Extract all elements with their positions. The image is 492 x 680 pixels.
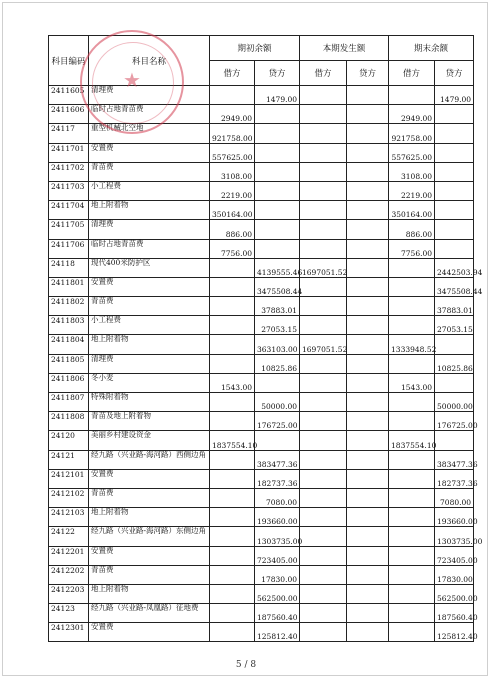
page-number: 5 / 8 <box>235 660 257 670</box>
cell-current-debit <box>300 488 347 507</box>
cell-account-name: 地上附着物 <box>89 508 210 527</box>
cell-account-name: 青苗费 <box>89 565 210 584</box>
cell-opening-credit: 4139555.46 <box>255 258 300 277</box>
cell-opening-credit: 1479.00 <box>255 86 300 105</box>
cell-opening-debit <box>210 508 255 527</box>
cell-opening-debit <box>210 297 255 316</box>
cell-account-code: 2411805 <box>49 354 89 373</box>
cell-current-debit <box>300 469 347 488</box>
cell-closing-debit: 557625.00 <box>389 143 435 162</box>
cell-closing-credit: 723405.00 <box>435 546 474 565</box>
cell-closing-debit <box>389 469 435 488</box>
table-row <box>49 297 474 316</box>
cell-current-debit <box>300 239 347 258</box>
cell-closing-debit <box>389 450 435 469</box>
cell-account-code: 2411706 <box>49 239 89 258</box>
cell-current-credit <box>347 220 389 239</box>
table-row <box>49 508 474 527</box>
cell-opening-debit: 2219.00 <box>210 181 255 200</box>
cell-current-credit <box>347 565 389 584</box>
cell-account-name: 现代400米防护区 <box>89 258 210 277</box>
cell-current-credit <box>347 431 389 450</box>
cell-account-name: 安置费 <box>89 546 210 565</box>
ledger-body <box>49 85 483 642</box>
cell-opening-debit <box>210 565 255 584</box>
cell-account-code: 2411606 <box>49 105 89 124</box>
cell-opening-credit: 1303735.00 <box>255 527 300 546</box>
cell-closing-credit: 562500.00 <box>435 584 474 603</box>
cell-current-debit <box>300 412 347 431</box>
table-row <box>49 354 474 373</box>
cell-current-credit <box>347 335 389 354</box>
cell-current-debit <box>300 508 347 527</box>
cell-account-code: 2411801 <box>49 277 89 296</box>
cell-opening-credit: 187560.40 <box>255 604 300 623</box>
cell-current-credit <box>347 469 389 488</box>
cell-current-debit <box>300 277 347 296</box>
cell-account-name: 经九路（兴业路-凤凰路）征地费 <box>89 604 210 623</box>
cell-opening-debit <box>210 450 255 469</box>
cell-current-credit <box>347 354 389 373</box>
cell-closing-debit: 1543.00 <box>389 373 435 392</box>
cell-opening-credit <box>255 201 300 220</box>
cell-closing-debit <box>389 258 435 277</box>
cell-account-name: 清理费 <box>89 354 210 373</box>
cell-closing-credit <box>435 162 474 181</box>
table-row <box>49 604 474 623</box>
table-row <box>49 527 474 546</box>
cell-opening-debit: 1837554.10 <box>210 431 255 450</box>
table-row <box>49 431 474 450</box>
header-closing-debit: 借方 <box>389 61 435 86</box>
header-current-debit: 借方 <box>300 61 347 86</box>
cell-account-name: 临时占地青苗费 <box>89 239 210 258</box>
cell-current-debit <box>300 565 347 584</box>
cell-closing-credit: 50000.00 <box>435 393 474 412</box>
table-row <box>49 393 474 412</box>
ledger-table <box>48 35 483 642</box>
cell-account-code: 2411804 <box>49 335 89 354</box>
cell-opening-debit <box>210 623 255 642</box>
cell-closing-debit <box>389 297 435 316</box>
cell-closing-credit: 182737.36 <box>435 469 474 488</box>
cell-account-name: 重型机械北空地 <box>89 124 210 143</box>
cell-account-code: 2412203 <box>49 584 89 603</box>
cell-closing-credit <box>435 220 474 239</box>
cell-opening-debit: 350164.00 <box>210 201 255 220</box>
cell-closing-credit <box>435 201 474 220</box>
cell-account-name: 临时占地青苗费 <box>89 105 210 124</box>
star-icon: ★ <box>123 68 141 92</box>
cell-closing-debit <box>389 316 435 335</box>
cell-closing-credit <box>435 239 474 258</box>
cell-closing-credit: 187560.40 <box>435 604 474 623</box>
cell-closing-debit <box>389 488 435 507</box>
cell-account-name: 安置费 <box>89 469 210 488</box>
table-row <box>49 546 474 565</box>
header-current-credit: 贷方 <box>347 61 389 86</box>
cell-closing-debit <box>389 412 435 431</box>
cell-current-debit: 1697051.52 <box>300 258 347 277</box>
cell-current-debit <box>300 373 347 392</box>
cell-current-debit <box>300 450 347 469</box>
cell-account-code: 2411701 <box>49 143 89 162</box>
cell-current-credit <box>347 143 389 162</box>
cell-account-name: 青苗费 <box>89 162 210 181</box>
table-row <box>49 105 474 124</box>
cell-opening-debit <box>210 584 255 603</box>
cell-closing-debit <box>389 354 435 373</box>
cell-current-debit <box>300 201 347 220</box>
cell-current-debit <box>300 546 347 565</box>
cell-opening-credit: 182737.36 <box>255 469 300 488</box>
header-opening-credit: 贷方 <box>255 61 300 86</box>
cell-account-code: 2411605 <box>49 86 89 105</box>
cell-closing-debit: 7756.00 <box>389 239 435 258</box>
cell-closing-credit: 7080.00 <box>435 488 474 507</box>
cell-current-debit <box>300 584 347 603</box>
cell-account-name: 地上附着物 <box>89 201 210 220</box>
cell-account-code: 2411705 <box>49 220 89 239</box>
cell-account-name: 经九路（兴业路-海河路）西侧边角 <box>89 450 210 469</box>
cell-opening-debit: 3108.00 <box>210 162 255 181</box>
cell-account-name: 青苗费 <box>89 488 210 507</box>
cell-opening-debit <box>210 335 255 354</box>
cell-opening-credit: 383477.36 <box>255 450 300 469</box>
cell-current-credit <box>347 105 389 124</box>
table-row <box>49 469 474 488</box>
cell-closing-debit <box>389 393 435 412</box>
cell-opening-credit <box>255 105 300 124</box>
cell-current-credit <box>347 316 389 335</box>
cell-closing-credit: 3475508.44 <box>435 277 474 296</box>
cell-current-credit <box>347 239 389 258</box>
cell-closing-debit: 350164.00 <box>389 201 435 220</box>
cell-current-debit <box>300 220 347 239</box>
cell-closing-credit: 125812.40 <box>435 623 474 642</box>
table-row <box>49 335 474 354</box>
header-current-amount: 本期发生额 <box>300 36 389 61</box>
header-closing-balance: 期末余额 <box>389 36 474 61</box>
table-row <box>49 565 474 584</box>
cell-opening-credit: 193660.00 <box>255 508 300 527</box>
cell-opening-debit <box>210 277 255 296</box>
cell-opening-credit: 37883.01 <box>255 297 300 316</box>
cell-closing-credit: 383477.36 <box>435 450 474 469</box>
cell-opening-debit: 2949.00 <box>210 105 255 124</box>
cell-closing-debit: 1837554.10 <box>389 431 435 450</box>
cell-account-code: 2412202 <box>49 565 89 584</box>
cell-closing-debit <box>389 604 435 623</box>
cell-closing-debit <box>389 527 435 546</box>
cell-current-debit <box>300 431 347 450</box>
cell-opening-credit: 176725.00 <box>255 412 300 431</box>
cell-closing-debit: 886.00 <box>389 220 435 239</box>
cell-account-code: 24121 <box>49 450 89 469</box>
cell-closing-debit: 2949.00 <box>389 105 435 124</box>
cell-closing-debit <box>389 508 435 527</box>
cell-closing-debit: 2219.00 <box>389 181 435 200</box>
cell-current-credit <box>347 546 389 565</box>
cell-opening-debit <box>210 527 255 546</box>
cell-opening-credit: 363103.00 <box>255 335 300 354</box>
cell-account-code: 2411702 <box>49 162 89 181</box>
cell-account-name: 清理费 <box>89 86 210 105</box>
cell-current-credit <box>347 297 389 316</box>
cell-account-name: 地上附着物 <box>89 335 210 354</box>
table-row <box>49 450 474 469</box>
cell-opening-credit: 50000.00 <box>255 393 300 412</box>
cell-opening-debit: 557625.00 <box>210 143 255 162</box>
cell-opening-credit: 27053.15 <box>255 316 300 335</box>
cell-account-code: 2411703 <box>49 181 89 200</box>
cell-current-debit <box>300 393 347 412</box>
cell-current-debit <box>300 354 347 373</box>
cell-account-name: 清理费 <box>89 220 210 239</box>
table-row <box>49 277 474 296</box>
cell-closing-debit <box>389 86 435 105</box>
table-row <box>49 258 474 277</box>
cell-opening-debit <box>210 316 255 335</box>
cell-current-credit <box>347 201 389 220</box>
cell-account-code: 24117 <box>49 124 89 143</box>
table-row <box>49 220 474 239</box>
header-closing-credit: 贷方 <box>435 61 474 86</box>
cell-opening-debit: 886.00 <box>210 220 255 239</box>
cell-current-credit <box>347 488 389 507</box>
cell-account-name: 青苗费 <box>89 297 210 316</box>
table-row <box>49 316 474 335</box>
cell-closing-credit: 17830.00 <box>435 565 474 584</box>
cell-current-debit <box>300 527 347 546</box>
cell-closing-credit: 1303735.00 <box>435 527 474 546</box>
cell-closing-credit: 1479.00 <box>435 86 474 105</box>
cell-closing-credit <box>435 124 474 143</box>
cell-current-credit <box>347 450 389 469</box>
cell-current-debit <box>300 623 347 642</box>
cell-current-credit <box>347 277 389 296</box>
cell-opening-debit <box>210 258 255 277</box>
table-row <box>49 239 474 258</box>
cell-current-credit <box>347 258 389 277</box>
cell-current-credit <box>347 508 389 527</box>
cell-current-debit: 1697051.52 <box>300 335 347 354</box>
cell-account-code: 2411802 <box>49 297 89 316</box>
cell-closing-debit <box>389 277 435 296</box>
cell-current-credit <box>347 412 389 431</box>
cell-current-credit <box>347 527 389 546</box>
table-row <box>49 124 474 143</box>
cell-opening-credit <box>255 162 300 181</box>
cell-current-credit <box>347 393 389 412</box>
cell-account-code: 2411807 <box>49 393 89 412</box>
cell-current-debit <box>300 181 347 200</box>
table-row <box>49 412 474 431</box>
cell-closing-debit <box>389 565 435 584</box>
cell-closing-debit: 3108.00 <box>389 162 435 181</box>
cell-opening-debit <box>210 546 255 565</box>
header-account-code: 科目编码 <box>49 36 89 86</box>
cell-closing-credit: 37883.01 <box>435 297 474 316</box>
table-row <box>49 623 474 642</box>
cell-account-name: 小工程费 <box>89 316 210 335</box>
cell-opening-credit: 562500.00 <box>255 584 300 603</box>
table-row <box>49 181 474 200</box>
cell-account-code: 24120 <box>49 431 89 450</box>
cell-opening-debit <box>210 393 255 412</box>
cell-opening-credit <box>255 373 300 392</box>
cell-opening-credit: 125812.40 <box>255 623 300 642</box>
cell-account-code: 2412301 <box>49 623 89 642</box>
cell-account-code: 2412102 <box>49 488 89 507</box>
cell-current-credit <box>347 604 389 623</box>
cell-opening-debit <box>210 604 255 623</box>
cell-opening-credit: 7080.00 <box>255 488 300 507</box>
cell-current-debit <box>300 604 347 623</box>
cell-closing-credit: 2442503.94 <box>435 258 474 277</box>
cell-opening-credit: 10825.86 <box>255 354 300 373</box>
cell-account-name: 经九路（兴业路-海河路）东侧边角 <box>89 527 210 546</box>
cell-account-code: 2411704 <box>49 201 89 220</box>
cell-closing-debit <box>389 584 435 603</box>
cell-account-code: 24118 <box>49 258 89 277</box>
cell-closing-credit <box>435 105 474 124</box>
cell-closing-credit <box>435 143 474 162</box>
cell-account-name: 特殊附着物 <box>89 393 210 412</box>
header-account-name: 科目名称 <box>89 36 210 86</box>
header-opening-debit: 借方 <box>210 61 255 86</box>
header-opening-balance: 期初余额 <box>210 36 300 61</box>
cell-opening-debit <box>210 354 255 373</box>
cell-opening-debit <box>210 488 255 507</box>
cell-account-code: 2411808 <box>49 412 89 431</box>
cell-opening-credit <box>255 431 300 450</box>
cell-opening-credit: 723405.00 <box>255 546 300 565</box>
cell-opening-credit <box>255 239 300 258</box>
cell-current-credit <box>347 373 389 392</box>
cell-closing-credit <box>435 335 474 354</box>
table-row <box>49 143 474 162</box>
cell-opening-debit <box>210 469 255 488</box>
cell-closing-debit: 921758.00 <box>389 124 435 143</box>
cell-closing-credit: 193660.00 <box>435 508 474 527</box>
cell-opening-debit: 7756.00 <box>210 239 255 258</box>
cell-account-name: 小工程费 <box>89 181 210 200</box>
cell-current-debit <box>300 105 347 124</box>
cell-account-code: 24123 <box>49 604 89 623</box>
cell-account-name: 安置费 <box>89 623 210 642</box>
cell-opening-credit <box>255 220 300 239</box>
cell-current-debit <box>300 316 347 335</box>
cell-opening-credit: 3475508.44 <box>255 277 300 296</box>
cell-current-debit <box>300 162 347 181</box>
cell-closing-credit <box>435 431 474 450</box>
cell-closing-credit: 27053.15 <box>435 316 474 335</box>
cell-opening-credit <box>255 124 300 143</box>
cell-current-debit <box>300 297 347 316</box>
cell-account-name: 地上附着物 <box>89 584 210 603</box>
cell-current-credit <box>347 124 389 143</box>
cell-opening-debit <box>210 412 255 431</box>
cell-closing-credit <box>435 373 474 392</box>
cell-opening-debit: 1543.00 <box>210 373 255 392</box>
cell-current-debit <box>300 143 347 162</box>
cell-current-credit <box>347 584 389 603</box>
cell-current-debit <box>300 124 347 143</box>
cell-closing-credit: 10825.86 <box>435 354 474 373</box>
table-row <box>49 162 474 181</box>
cell-current-credit <box>347 181 389 200</box>
cell-current-credit <box>347 623 389 642</box>
table-row <box>49 488 474 507</box>
table-row <box>49 86 474 105</box>
cell-opening-debit: 921758.00 <box>210 124 255 143</box>
cell-opening-credit <box>255 143 300 162</box>
cell-account-name: 安置费 <box>89 143 210 162</box>
cell-closing-debit <box>389 623 435 642</box>
cell-opening-credit <box>255 181 300 200</box>
cell-account-code: 2412101 <box>49 469 89 488</box>
cell-account-code: 2411803 <box>49 316 89 335</box>
cell-opening-credit: 17830.00 <box>255 565 300 584</box>
table-row <box>49 584 474 603</box>
cell-account-name: 冬小麦 <box>89 373 210 392</box>
cell-account-name: 美丽乡村建设资金 <box>89 431 210 450</box>
cell-closing-debit: 1333948.52 <box>389 335 435 354</box>
cell-account-name: 安置费 <box>89 277 210 296</box>
cell-account-code: 2412103 <box>49 508 89 527</box>
cell-account-code: 24122 <box>49 527 89 546</box>
cell-account-name: 青苗及地上附着物 <box>89 412 210 431</box>
cell-closing-credit: 176725.00 <box>435 412 474 431</box>
cell-closing-debit <box>389 546 435 565</box>
cell-current-credit <box>347 86 389 105</box>
table-row <box>49 373 474 392</box>
cell-account-code: 2411806 <box>49 373 89 392</box>
table-row <box>49 201 474 220</box>
cell-current-credit <box>347 162 389 181</box>
cell-opening-debit <box>210 86 255 105</box>
cell-account-code: 2412201 <box>49 546 89 565</box>
cell-closing-credit <box>435 181 474 200</box>
cell-current-debit <box>300 86 347 105</box>
